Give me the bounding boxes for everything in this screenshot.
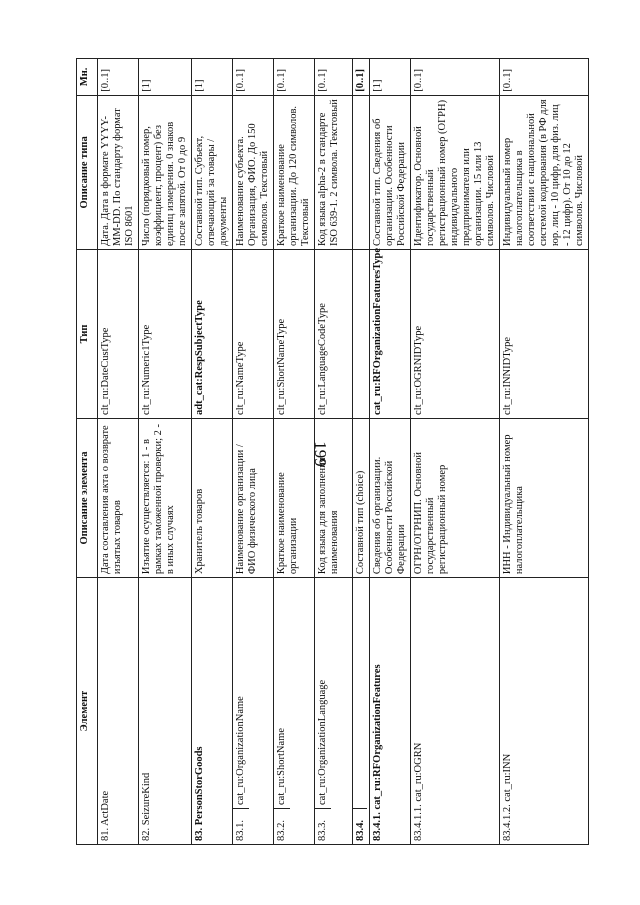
schema-table [76, 58, 589, 845]
type-desc-cell: Идентификатор. Основной государственный регистрационный номер (ОГРН) индивидуального предпринимателя или организации. 15 или 13 символов. Числовой [411, 95, 500, 249]
type-cell [353, 250, 370, 419]
type-desc-cell: Код языка alpha-2 в стандарте ISO 639-1. 2 символа. Текстовый [315, 95, 353, 249]
element-cell: 82. SeizureKind [139, 578, 192, 845]
mult-cell: [1] [139, 59, 192, 96]
mult-cell: [0..1] [274, 59, 315, 96]
type-cell: clt_ru:ShortNameType [274, 250, 315, 419]
type-desc-cell: Краткое наименование организации. До 120 символов. Текстовый [274, 95, 315, 249]
element-cell: 83.3. cat_ru:OrganizationLanguage [315, 578, 353, 845]
type-cell: cat_ru:RFOrganizationFeaturesType [370, 250, 411, 419]
mult-cell: [0..1] [233, 59, 274, 96]
mult-cell: [0..1] [411, 59, 500, 96]
type-cell: adt_cat:RespSubjectType [192, 250, 233, 419]
table-header-row [77, 59, 98, 845]
page-number: 199 [311, 441, 330, 467]
element-desc-cell: ОГРН/ОГРНИП. Основной государственный регистрационный номер [411, 418, 500, 577]
header-type: Тип [77, 250, 98, 419]
element-desc-cell: Код языка для заполнения наименования [315, 418, 353, 577]
element-cell: 83.4.1.1. cat_ru:OGRN [411, 578, 500, 845]
header-type-desc: Описание типа [77, 95, 98, 249]
type-desc-cell: Число (порядковый номер, коэффициент, процент) без единиц измерения. 0 знаков после запятой. От 0 до 9 [139, 95, 192, 249]
table-row [353, 59, 370, 845]
element-desc-cell: ИНН - Индивидуальный номер налогоплательщика [500, 418, 589, 577]
element-desc-cell: Сведения об организации. Особенности Российской Федерации [370, 418, 411, 577]
type-desc-cell: Индивидуальный номер налогоплательщика в соответствии с национальной системой кодирования (в РФ для юр. лиц - 10 цифр, для физ. лиц - 12 цифр). От 10 до 12 символов. Числовой [500, 95, 589, 249]
element-cell: 83.4.1.2. cat_ru:INN [500, 578, 589, 845]
mult-cell: [0..1] [500, 59, 589, 96]
type-cell: clt_ru:NameType [233, 250, 274, 419]
table-row [139, 59, 192, 845]
mult-cell: [1] [370, 59, 411, 96]
type-desc-cell: Наименование субъекта. Организация, ФИО. До 150 символов. Текстовый [233, 95, 274, 249]
document-table-container [76, 58, 584, 845]
element-cell: 83.4.1. cat_ru:RFOrganizationFeatures [370, 578, 411, 845]
element-desc-cell: Наименование организации / ФИО физического лица [233, 418, 274, 577]
mult-cell: [0..1] [98, 59, 139, 96]
element-cell: 83.1. cat_ru:OrganizationName [233, 578, 274, 845]
table-row [233, 59, 274, 845]
element-desc-cell: Хранитель товаров [192, 418, 233, 577]
type-cell: clt_ru:Numeric1Type [139, 250, 192, 419]
table-row [98, 59, 139, 845]
header-multiplicity: Мн. [77, 59, 98, 96]
type-cell: clt_ru:INNIDType [500, 250, 589, 419]
type-desc-cell [353, 95, 370, 249]
type-desc-cell: Составной тип. Субъект, отвечающий за товары / документы [192, 95, 233, 249]
header-element: Элемент [77, 578, 98, 845]
table-row [370, 59, 411, 845]
table-row [315, 59, 353, 845]
type-desc-cell: Составной тип. Сведения об организации. Особенности Российской Федерации [370, 95, 411, 249]
element-cell: 83.2. cat_ru:ShortName [274, 578, 315, 845]
table-row [192, 59, 233, 845]
table-row [500, 59, 589, 845]
type-cell: clt_ru:OGRNIDType [411, 250, 500, 419]
table-row [411, 59, 500, 845]
table-row [274, 59, 315, 845]
type-cell: clt_ru:LanguageCodeType [315, 250, 353, 419]
mult-cell: [0..1] [315, 59, 353, 96]
element-desc-cell: Дата составления акта о возврате изъятых товаров [98, 418, 139, 577]
element-desc-cell: Изъятие осуществляется: 1 - в рамках таможенной проверки; 2 - в иных случаях [139, 418, 192, 577]
mult-cell: [1] [192, 59, 233, 96]
element-desc-cell: Краткое наименование организации [274, 418, 315, 577]
type-cell: clt_ru:DateCustType [98, 250, 139, 419]
type-desc-cell: Дата. Дата в формате YYYY-MM-DD. По стандарту формат ISO 8601 [98, 95, 139, 249]
element-cell: 81. ActDate [98, 578, 139, 845]
element-cell: 83.4. [353, 578, 370, 845]
mult-cell: [0..1] [353, 59, 370, 96]
header-element-desc: Описание элемента [77, 418, 98, 577]
element-desc-cell: Составной тип (choice) [353, 418, 370, 577]
element-cell: 83. PersonStorGoods [192, 578, 233, 845]
